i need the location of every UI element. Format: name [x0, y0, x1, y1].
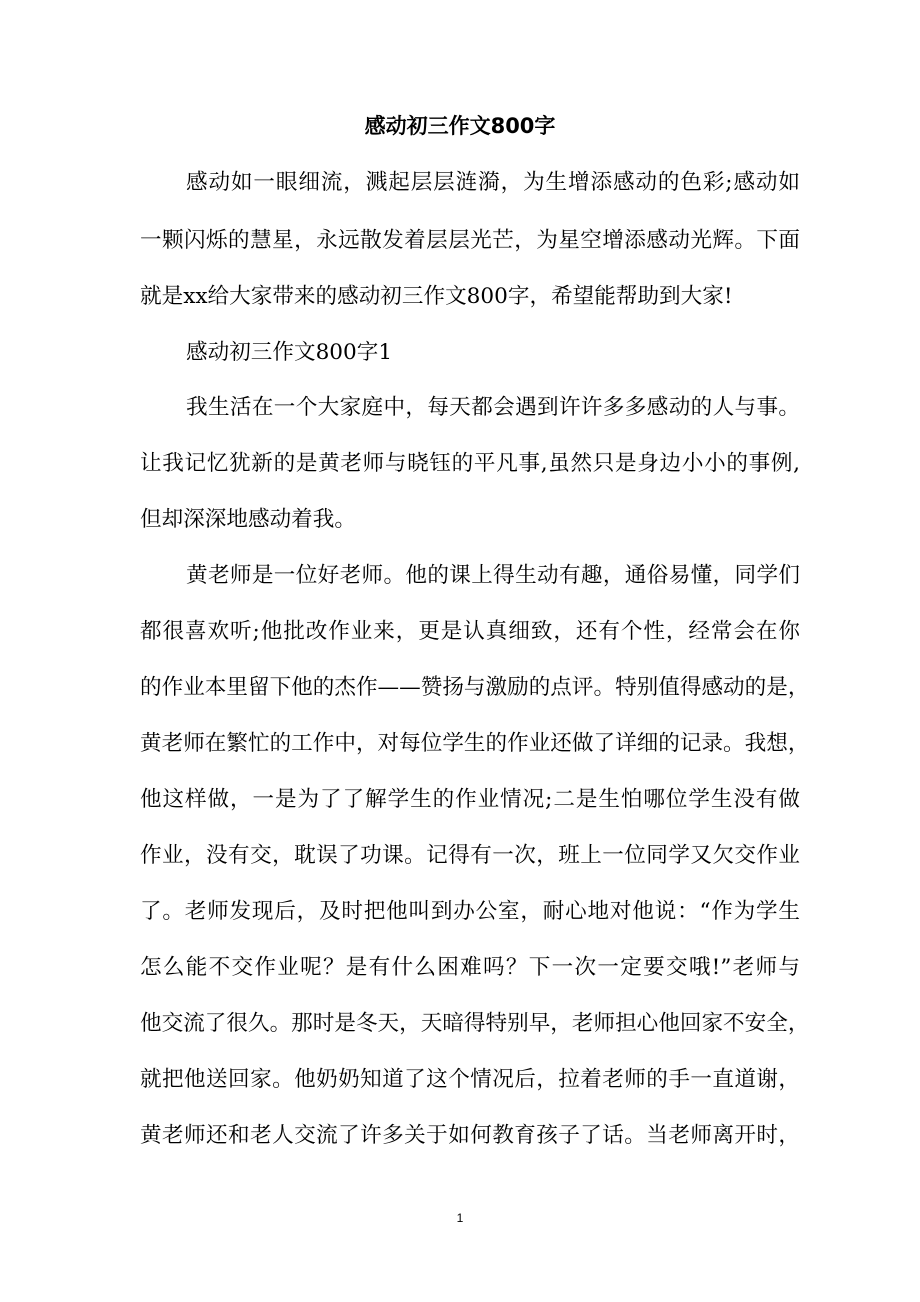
paragraph-line: 就是xx给大家带来的感动初三作文800字，希望能帮助到大家! [140, 284, 733, 309]
paragraph-line: 黄老师是一位好老师。他的课上得生动有趣，通俗易懂，同学们 [186, 563, 800, 588]
section-heading: 感动初三作文800字1 [186, 340, 393, 365]
paragraph-line: 就把他送回家。他奶奶知道了这个情况后，拉着老师的手一直道谢， [140, 1067, 800, 1092]
paragraph-line: 黄老师还和老人交流了许多关于如何教育孩子了话。当老师离开时， [140, 1123, 800, 1148]
paragraph-line: 了。老师发现后，及时把他叫到办公室，耐心地对他说：“作为学生 [140, 899, 800, 924]
paragraph-line: 黄老师在繁忙的工作中，对每位学生的作业还做了详细的记录。我想， [140, 731, 810, 756]
document-title: 感动初三作文800字 [364, 114, 556, 138]
paragraph-line: 他这样做，一是为了了解学生的作业情况;二是生怕哪位学生没有做 [140, 787, 800, 812]
paragraph-line: 但却深深地感动着我。 [140, 507, 356, 532]
paragraph-line: 怎么能不交作业呢？是有什么困难吗？下一次一定要交哦!”老师与 [140, 955, 800, 980]
paragraph-line: 让我记忆犹新的是黄老师与晓钰的平凡事,虽然只是身边小小的事例, [140, 451, 800, 476]
paragraph-line: 一颗闪烁的慧星，永远散发着层层光芒，为星空增添感动光辉。下面 [140, 228, 800, 253]
paragraph-line: 的作业本里留下他的杰作——赞扬与激励的点评。特别值得感动的是， [140, 675, 810, 700]
paragraph-line: 作业，没有交，耽误了功课。记得有一次，班上一位同学又欠交作业 [140, 843, 800, 868]
paragraph-line: 他交流了很久。那时是冬天，天暗得特别早，老师担心他回家不安全， [140, 1011, 810, 1036]
paragraph-line: 都很喜欢听;他批改作业来，更是认真细致，还有个性，经常会在你 [140, 619, 800, 644]
paragraph-line: 感动如一眼细流，溅起层层涟漪，为生增添感动的色彩;感动如 [186, 170, 800, 195]
paragraph-line: 我生活在一个大家庭中，每天都会遇到许许多多感动的人与事。 [186, 395, 800, 420]
page-number: 1 [456, 1211, 464, 1225]
